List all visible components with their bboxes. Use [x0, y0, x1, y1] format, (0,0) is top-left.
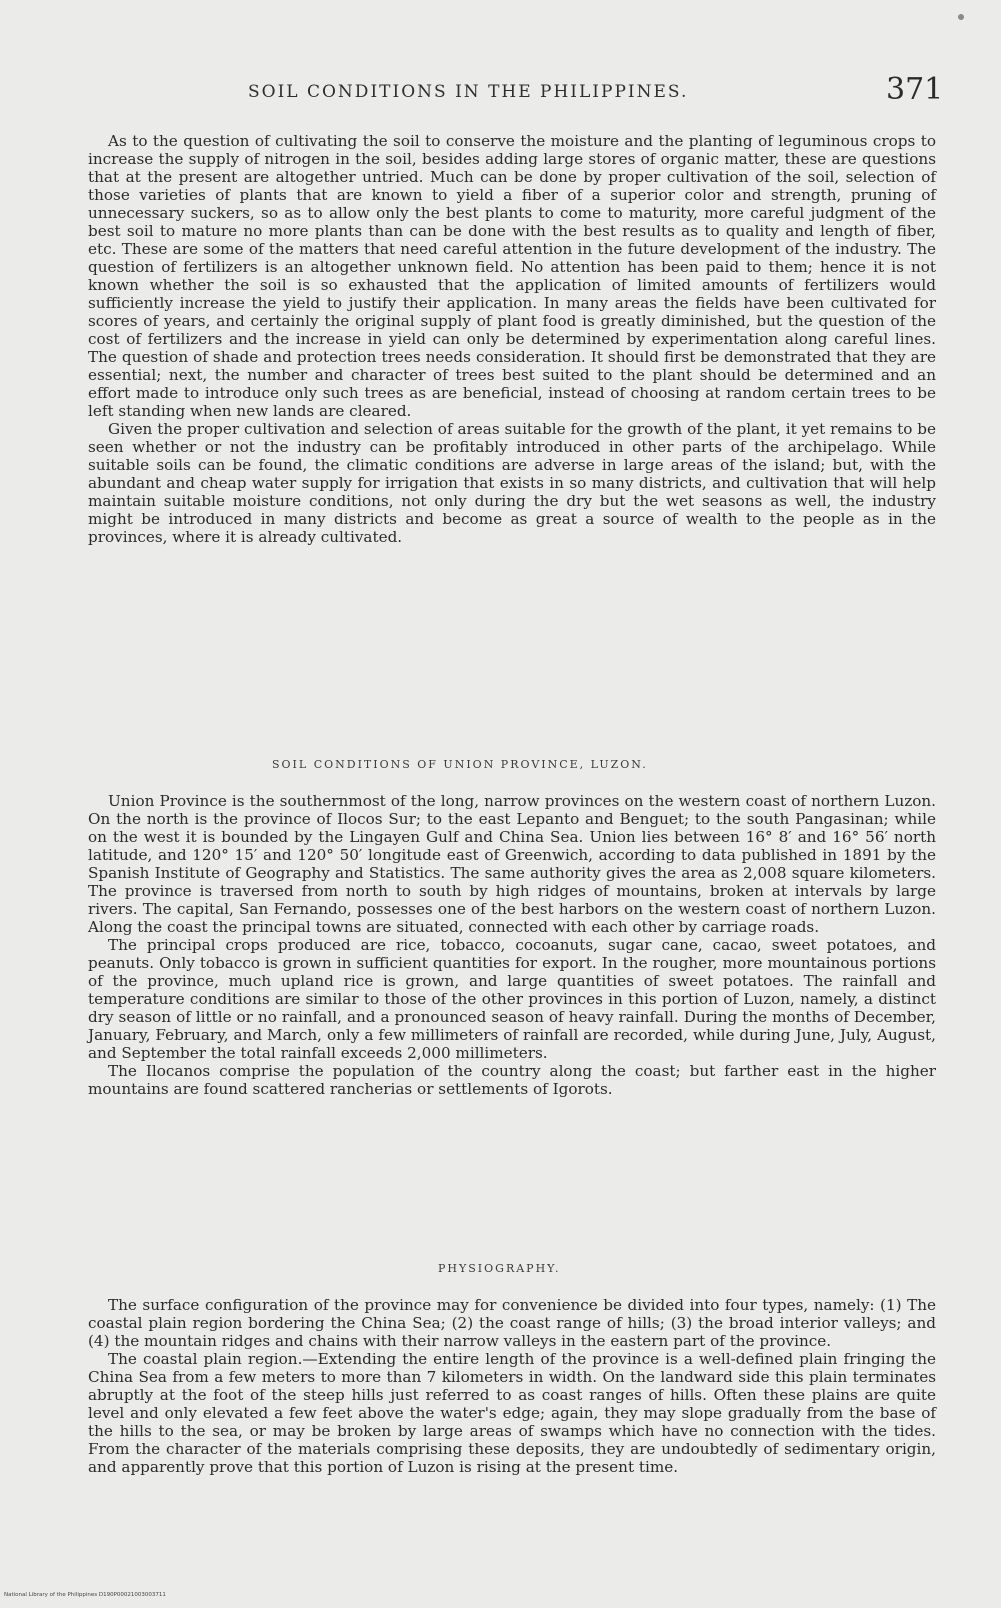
heading-physiography: PHYSIOGRAPHY. [438, 1262, 561, 1275]
paragraph-union-location: Union Province is the southernmost of the long, narrow provinces on the western coast of northern Luzon. On the north is the province of Ilocos Sur; to the east Lepanto and Benguet; to the south Pangasinan; while on the west it is bounded by the Lingayen Gulf and China Sea. Union lies between 16° 8′ and 16° 56′ north latitude, and 120° 15′ and 120° 50′ longitude east of Greenwich, according to data published in 1891 by the Spanish Institute of Geography and Statistics. The same authority gives the area as 2,008 square kilometers. The province is traversed from north to south by high ridges of mountains, broken at intervals by large rivers. The capital, San Fernando, possesses one of the best harbors on the western coast of northern Luzon. Along the coast the principal towns are situated, connected with each other by carriage roads. [88, 792, 936, 936]
heading-union-province: SOIL CONDITIONS OF UNION PROVINCE, LUZON. [272, 758, 648, 771]
section-union [88, 792, 936, 1098]
paragraph-proper-cultivation: Given the proper cultivation and selection of areas suitable for the growth of the plant, it yet remains to be seen whether or not the industry can be profitably introduced in other parts of the archipelago. While suitable soils can be found, the climatic conditions are adverse in large areas of the island; but, with the abundant and cheap water supply for irrigation that exists in so many districts, and cultivation that will help maintain suitable moisture conditions, not only during the dry but the wet seasons as well, the industry might be introduced in many districts and become as great a source of wealth to the people as in the provinces, where it is already cultivated. [88, 420, 936, 546]
paragraph-population: The Ilocanos comprise the population of the country along the coast; but farther east in the higher mountains are found scattered rancherias or settlements of Igorots. [88, 1062, 936, 1098]
section-intro [88, 132, 936, 546]
section-physiography [88, 1296, 936, 1476]
running-title: SOIL CONDITIONS IN THE PHILIPPINES. [248, 82, 689, 102]
paragraph-principal-crops: The principal crops produced are rice, tobacco, cocoanuts, sugar cane, cacao, sweet potatoes, and peanuts. Only tobacco is grown in sufficient quantities for export. In the rougher, more mountainous portions of the province, much upland rice is grown, and large quantities of sweet potatoes. The rainfall and temperature conditions are similar to those of the other provinces in this portion of Luzon, namely, a distinct dry season of little or no rainfall, and a pronounced season of heavy rainfall. During the months of December, January, February, and March, only a few millimeters of rainfall are recorded, while during June, July, August, and September the total rainfall exceeds 2,000 millimeters. [88, 936, 936, 1062]
footer-credit: National Library of the Philippines D190P00021003003711 [4, 1592, 166, 1598]
paragraph-coastal-plain: The coastal plain region.—Extending the entire length of the province is a well-defined plain fringing the China Sea from a few meters to more than 7 kilometers in width. On the landward side this plain terminates abruptly at the foot of the steep hills just referred to as coast ranges of hills. Often these plains are quite level and only elevated a few feet above the water's edge; again, they may slope gradually from the base of the hills to the sea, or may be broken by large areas of swamps which have no connection with the tides. From the character of the materials comprising these deposits, they are undoubtedly of sedimentary origin, and apparently prove that this portion of Luzon is rising at the present time. [88, 1350, 936, 1476]
page-number: 371 [886, 72, 944, 107]
scan-speck [958, 14, 964, 20]
paragraph-cultivation: As to the question of cultivating the soil to conserve the moisture and the planting of leguminous crops to increase the supply of nitrogen in the soil, besides adding large stores of organic matter, these are questions that at the present are altogether untried. Much can be done by proper cultivation of the soil, selection of those varieties of plants that are known to yield a fiber of a superior color and strength, pruning of unnecessary suckers, so as to allow only the best plants to come to maturity, more careful judgment of the best soil to mature no more plants than can be done with the best results as to quality and length of fiber, etc. These are some of the matters that need careful attention in the future development of the industry. The question of fertilizers is an altogether unknown field. No attention has been paid to them; hence it is not known whether the soil is so exhausted that the application of limited amounts of fertilizers would sufficiently increase the yield to justify their application. In many areas the fields have been cultivated for scores of years, and certainly the original supply of plant food is greatly diminished, but the question of the cost of fertilizers and the increase in yield can only be determined by experimentation along careful lines. The question of shade and protection trees needs consideration. It should first be demonstrated that they are essential; next, the number and character of trees best suited to the plant should be determined and an effort made to introduce only such trees as are beneficial, instead of choosing at random certain trees to be left standing when new lands are cleared. [88, 132, 936, 420]
paragraph-surface-configuration: The surface configuration of the province may for convenience be divided into four types, namely: (1) The coastal plain region bordering the China Sea; (2) the coast range of hills; (3) the broad interior valleys; and (4) the mountain ridges and chains with their narrow valleys in the eastern part of the province. [88, 1296, 936, 1350]
